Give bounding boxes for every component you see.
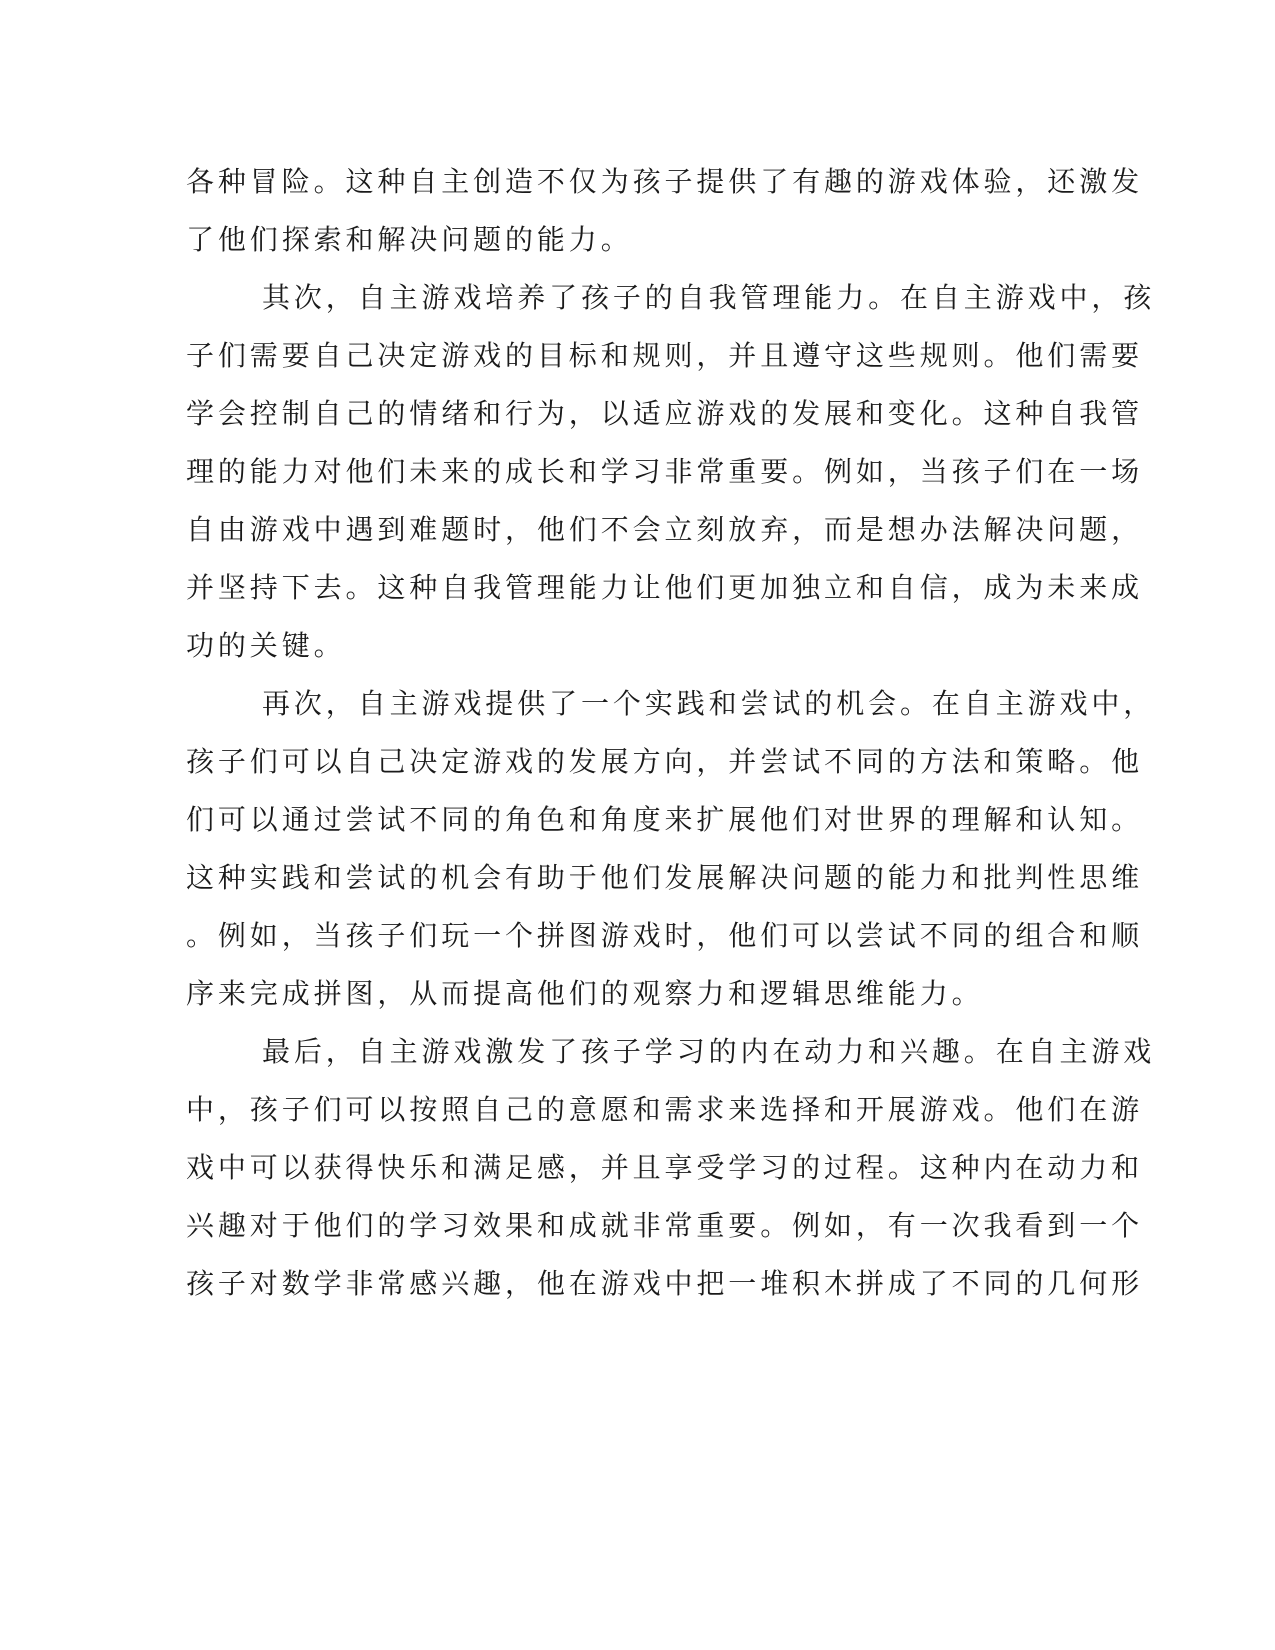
text-line: 学会控制自己的情绪和行为，以适应游戏的发展和变化。这种自我管 <box>186 397 1144 430</box>
text-line: 兴趣对于他们的学习效果和成就非常重要。例如，有一次我看到一个 <box>186 1209 1144 1242</box>
text-line: 各种冒险。这种自主创造不仅为孩子提供了有趣的游戏体验，还激发 <box>186 165 1144 198</box>
text-line: 们可以通过尝试不同的角色和角度来扩展他们对世界的理解和认知。 <box>186 803 1144 836</box>
text-line: 并坚持下去。这种自我管理能力让他们更加独立和自信，成为未来成 <box>186 571 1144 604</box>
text-line: 功的关键。 <box>186 629 346 662</box>
text-line: 孩子们可以自己决定游戏的发展方向，并尝试不同的方法和策略。他 <box>186 745 1144 778</box>
text-line: 了他们探索和解决问题的能力。 <box>186 223 633 256</box>
text-line: 。例如，当孩子们玩一个拼图游戏时，他们可以尝试不同的组合和顺 <box>186 919 1144 952</box>
text-line: 中，孩子们可以按照自己的意愿和需求来选择和开展游戏。他们在游 <box>186 1093 1144 1126</box>
text-line: 子们需要自己决定游戏的目标和规则，并且遵守这些规则。他们需要 <box>186 339 1144 372</box>
text-line: 这种实践和尝试的机会有助于他们发展解决问题的能力和批判性思维 <box>186 861 1144 894</box>
text-line: 理的能力对他们未来的成长和学习非常重要。例如，当孩子们在一场 <box>186 455 1144 488</box>
text-line: 孩子对数学非常感兴趣，他在游戏中把一堆积木拼成了不同的几何形 <box>186 1267 1144 1300</box>
paragraph-start-line: 其次，自主游戏培养了孩子的自我管理能力。在自主游戏中，孩 <box>262 281 1156 314</box>
text-line: 序来完成拼图，从而提高他们的观察力和逻辑思维能力。 <box>186 977 984 1010</box>
text-line: 自由游戏中遇到难题时，他们不会立刻放弃，而是想办法解决问题， <box>186 513 1144 546</box>
paragraph-start-line: 再次，自主游戏提供了一个实践和尝试的机会。在自主游戏中， <box>262 687 1156 720</box>
text-line: 戏中可以获得快乐和满足感，并且享受学习的过程。这种内在动力和 <box>186 1151 1144 1184</box>
paragraph-start-line: 最后，自主游戏激发了孩子学习的内在动力和兴趣。在自主游戏 <box>262 1035 1156 1068</box>
